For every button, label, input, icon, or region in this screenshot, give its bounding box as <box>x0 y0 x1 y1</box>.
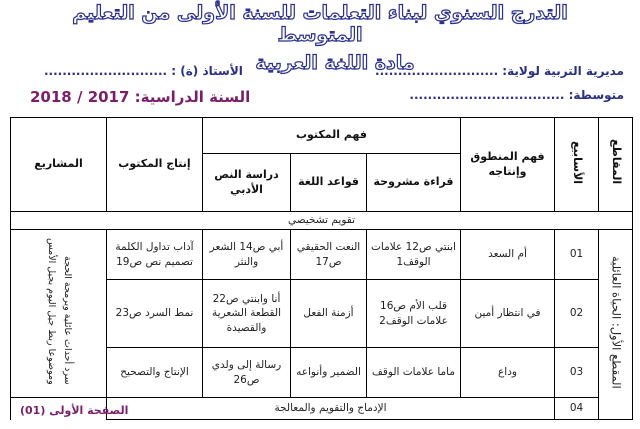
document-title: التدرج السنوي لبناء التعلمات للسنة الأولى من التعليم المتوسط <box>72 2 568 46</box>
oral-cell: في انتظار أمين <box>461 280 555 348</box>
literary-cell: أبي ص14 الشعر والنثر <box>203 230 291 280</box>
page-label <box>20 404 128 417</box>
integration-cell: الإدماج والتقويم والمعالجة <box>107 398 555 420</box>
teacher-label: الأستاذ (ة) : ........................... <box>44 64 243 78</box>
school-label: متوسطة: .................................. <box>409 88 624 102</box>
grammar-cell: أزمنة الفعل <box>291 280 367 348</box>
project-text-1: سرد أحداث عائلية وبرمجة الحجة <box>61 256 73 385</box>
literary-cell: رسالة إلى ولدي ص26 <box>203 348 291 398</box>
header-oral: فهم المنطوق وإنتاجه <box>461 118 555 212</box>
header-explained-reading: قراءة مشروحة <box>367 154 461 212</box>
reading-cell: قلب الأم ص16 علامات الوقف2 <box>367 280 461 348</box>
written-cell: الإنتاج والتصحيح <box>107 348 203 398</box>
week-cell: 04 <box>555 398 599 420</box>
written-cell: آداب تداول الكلمة تصميم نص ص19 <box>107 230 203 280</box>
directorate-label: مديرية التربية لولاية: ........................... <box>375 64 624 78</box>
header-written-production: إنتاج المكتوب <box>107 118 203 212</box>
header-written-comprehension: فهم المكتوب <box>203 118 461 154</box>
written-cell: نمط السرد ص23 <box>107 280 203 348</box>
week-cell: 02 <box>555 280 599 348</box>
grammar-cell: الضمير وأنواعه <box>291 348 367 398</box>
grammar-cell: النعت الحقيقي ص17 <box>291 230 367 280</box>
reading-cell: ماما علامات الوقف <box>367 348 461 398</box>
header-segment: المقاطع <box>599 118 633 212</box>
page-number: (01) <box>20 404 46 417</box>
project-text-2: وموضوعا ربط جيل اليوم بجيل الأمس <box>45 238 57 385</box>
header-grammar: قواعد اللغة <box>291 154 367 212</box>
diagnostic-assessment-row: تقويم تشخيصي <box>11 212 633 230</box>
reading-cell: ابنتي ص12 علامات الوقف1 <box>367 230 461 280</box>
header-literary-text: دراسة النص الأدبي <box>203 154 291 212</box>
projects-cell <box>11 230 107 398</box>
header-week: الأسابيع <box>555 118 599 212</box>
oral-cell: وداع <box>461 348 555 398</box>
table-row <box>11 230 633 280</box>
literary-cell: أنا وابنتي ص22 القطعة الشعرية والقصيدة <box>203 280 291 348</box>
week-cell: 03 <box>555 348 599 398</box>
oral-cell: أم السعد <box>461 230 555 280</box>
segment-cell: المقطع الأول: الحياة العائلية <box>599 230 633 420</box>
header-projects: المشاريع <box>11 118 107 212</box>
week-cell: 01 <box>555 230 599 280</box>
school-year-label: السنة الدراسية: 2017 / 2018 <box>30 88 251 106</box>
page-label-text: الصفحة الأولى <box>49 404 129 417</box>
subject-title: مادة اللغة العربية <box>255 52 415 74</box>
annual-progression-table <box>10 117 633 420</box>
